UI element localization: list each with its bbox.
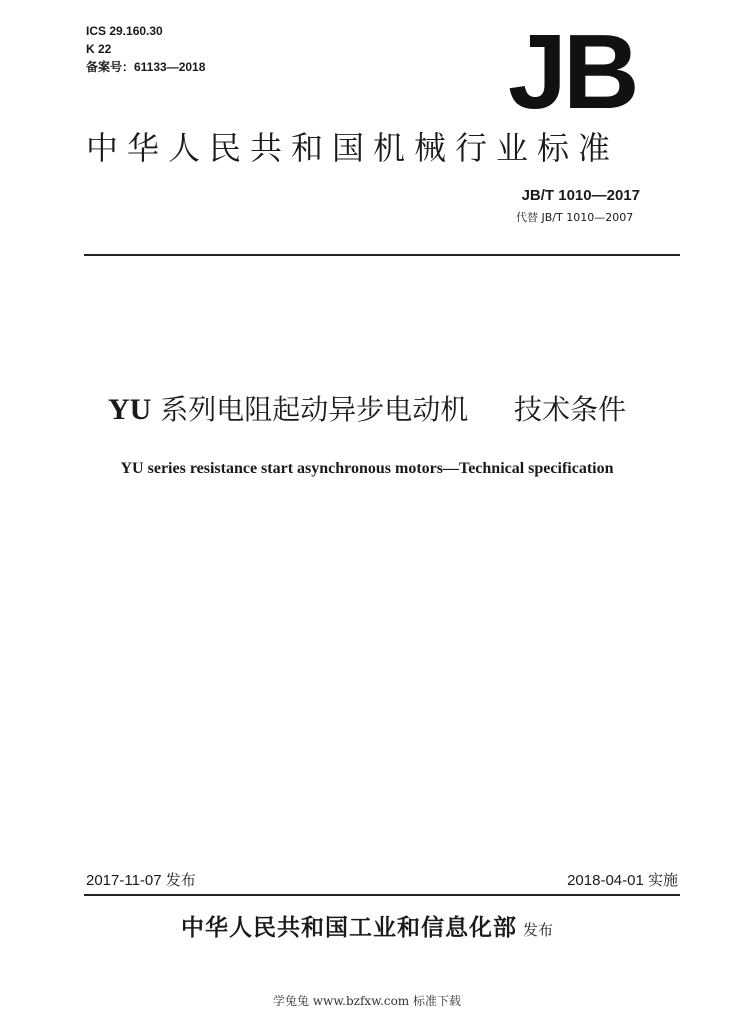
filing-number: 备案号：61133—2018 [86,60,206,74]
implementation-date: 2018-04-01 实施 [567,872,678,889]
document-title-zh [0,390,734,430]
jb-logo: JB [508,13,636,131]
watermark-footer: 学兔兔 www.bzfxw.com 标准下载 [272,994,462,1008]
standard-number: JB/T 1010—2017 [521,187,640,204]
document-title-en: YU series resistance start asynchronous motors—Technical specification [120,460,614,477]
issue-date: 2017-11-07 发布 [86,872,196,889]
issuer-org: 中华人民共和国工业和信息化部 [180,915,517,941]
replaces-standard: 代替 JB/T 1010—2007 [516,211,634,224]
header-divider [84,254,680,256]
title-zh-main: 系列电阻起动异步电动机 [160,393,469,426]
ics-code: ICS 29.160.30 [86,24,163,38]
title-zh-prefix: YU [107,393,152,426]
issuer-verb: 发布 [522,921,553,939]
issuing-authority [0,910,734,948]
footer-divider [84,894,680,896]
class-code: K 22 [86,42,112,56]
title-zh-suffix: 技术条件 [514,393,627,426]
classification-block [86,22,205,76]
standard-category-title: 中华人民共和国机械行业标准 [86,129,620,167]
